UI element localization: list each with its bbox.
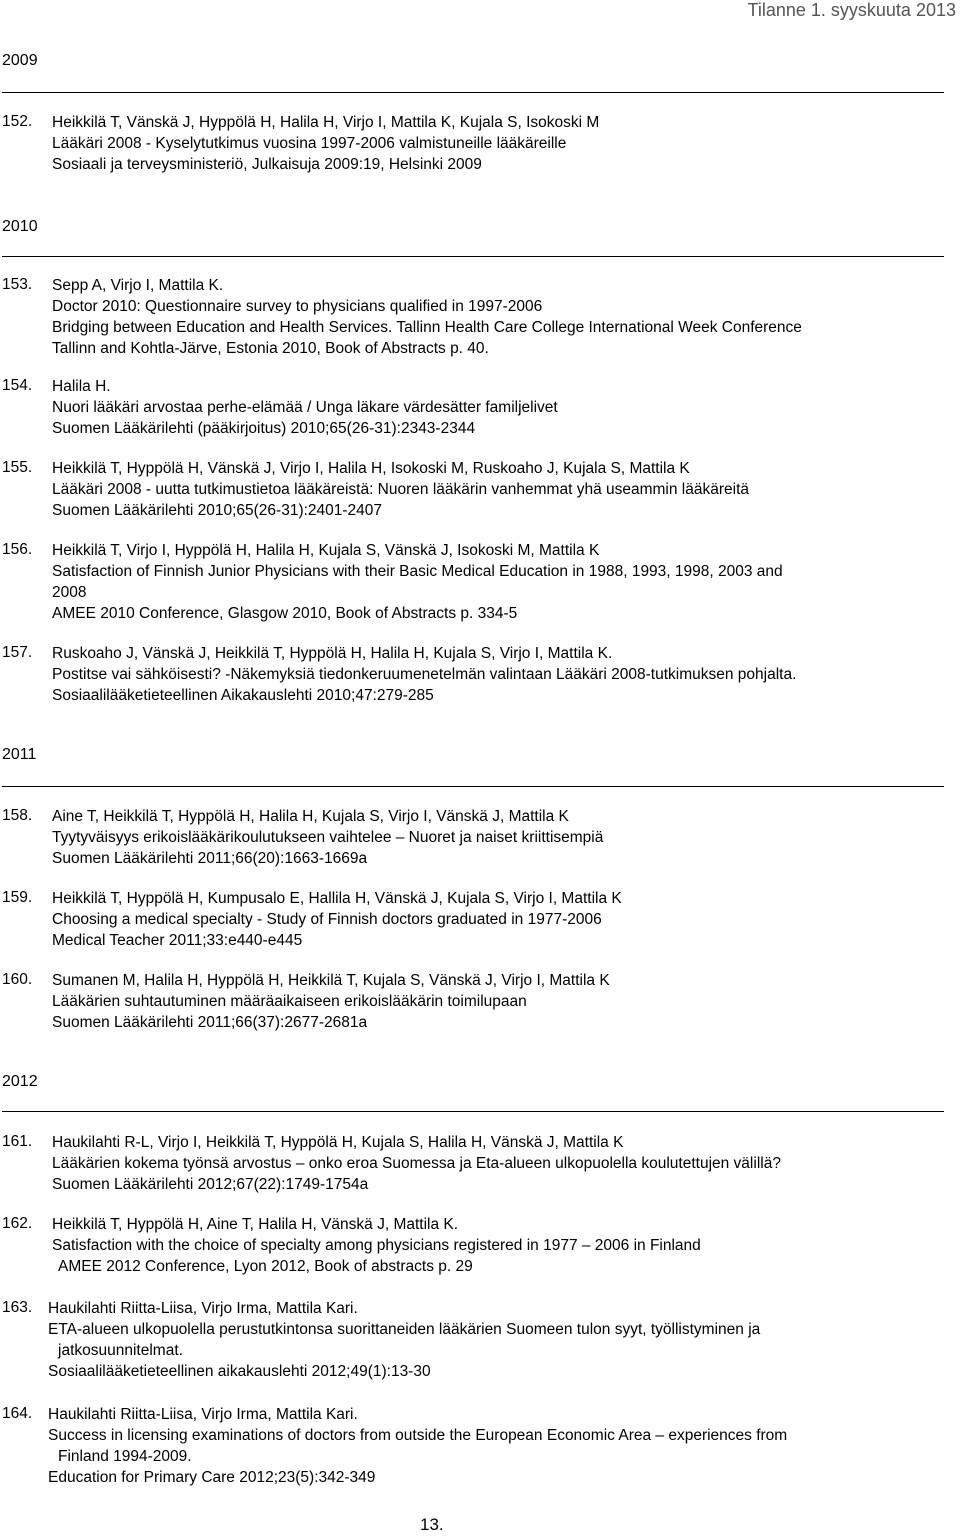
entry-line: Choosing a medical specialty - Study of Finnish doctors graduated in 1977-2006 (52, 911, 602, 928)
entry-line: Heikkilä T, Vänskä J, Hyppölä H, Halila H, Virjo I, Mattila K, Kujala S, Isokoski M (52, 114, 600, 131)
entry-line: Sepp A, Virjo I, Mattila K. (52, 277, 224, 294)
entry-number: 154. (2, 377, 33, 394)
entry-line: Education for Primary Care 2012;23(5):342-349 (48, 1469, 376, 1486)
year-heading-2012: 2012 (2, 1073, 38, 1090)
entry-number: 161. (2, 1133, 33, 1150)
entry-line: Suomen Lääkärilehti 2012;67(22):1749-1754a (52, 1176, 369, 1193)
entry-line: Suomen Lääkärilehti (pääkirjoitus) 2010;65(26-31):2343-2344 (52, 420, 476, 437)
entry-line: Medical Teacher 2011;33:e440-e445 (52, 932, 303, 949)
entry-number: 162. (2, 1215, 33, 1232)
entry-line: Doctor 2010: Questionnaire survey to physicians qualified in 1997-2006 (52, 298, 543, 315)
entry-line: Suomen Lääkärilehti 2011;66(37):2677-2681a (52, 1014, 368, 1031)
entry-line: Ruskoaho J, Vänskä J, Heikkilä T, Hyppölä H, Halila H, Kujala S, Virjo I, Mattila K. (52, 645, 613, 662)
section-rule (2, 786, 944, 787)
entry-number: 164. (2, 1405, 33, 1422)
entry-number: 157. (2, 644, 33, 661)
entry-line: Sumanen M, Halila H, Hyppölä H, Heikkilä T, Kujala S, Vänskä J, Virjo I, Mattila K (52, 972, 610, 989)
entry-line: AMEE 2010 Conference, Glasgow 2010, Book of Abstracts p. 334-5 (52, 605, 518, 622)
entry-line: Heikkilä T, Virjo I, Hyppölä H, Halila H, Kujala S, Vänskä J, Isokoski M, Mattila K (52, 542, 600, 559)
entry-line: Finland 1994-2009. (58, 1448, 192, 1465)
entry-line: ETA-alueen ulkopuolella perustutkintonsa suorittaneiden lääkärien Suomeen tulon syyt, työllistyminen ja (48, 1321, 761, 1338)
entry-line: Haukilahti Riitta-Liisa, Virjo Irma, Mattila Kari. (48, 1300, 358, 1317)
entry-line: Lääkäri 2008 - uutta tutkimustietoa lääkäreistä: Nuoren lääkärin vanhemmat yhä useammin lääkäreitä (52, 481, 750, 498)
entry-line: AMEE 2012 Conference, Lyon 2012, Book of abstracts p. 29 (58, 1258, 473, 1275)
section-rule (2, 256, 944, 257)
year-heading-2010: 2010 (2, 218, 38, 235)
entry-line: Haukilahti Riitta-Liisa, Virjo Irma, Mattila Kari. (48, 1406, 358, 1423)
entry-line: Suomen Lääkärilehti 2010;65(26-31):2401-2407 (52, 502, 383, 519)
entry-number: 156. (2, 541, 33, 558)
entry-number: 155. (2, 459, 33, 476)
entry-line: Tyytyväisyys erikoislääkärikoulutukseen vaihtelee – Nuoret ja naiset kriittisempiä (52, 829, 604, 846)
entry-number: 159. (2, 889, 33, 906)
section-rule (2, 92, 944, 93)
entry-line: Heikkilä T, Hyppölä H, Aine T, Halila H, Vänskä J, Mattila K. (52, 1216, 459, 1233)
entry-line: Satisfaction with the choice of specialty among physicians registered in 1977 – 2006 in Finland (52, 1237, 701, 1254)
entry-line: Lääkärien kokema työnsä arvostus – onko eroa Suomessa ja Eta-alueen ulkopuolella koulutettujen välillä? (52, 1155, 781, 1172)
entry-number: 158. (2, 807, 33, 824)
entry-line: Success in licensing examinations of doctors from outside the European Economic Area – experiences from (48, 1427, 788, 1444)
document-status-header: Tilanne 1. syyskuuta 2013 (747, 0, 956, 20)
entry-line: jatkosuunnitelmat. (58, 1342, 183, 1359)
entry-line: Heikkilä T, Hyppölä H, Vänskä J, Virjo I, Halila H, Isokoski M, Ruskoaho J, Kujala S, Mattila K (52, 460, 690, 477)
entry-line: Nuori lääkäri arvostaa perhe-elämää / Unga läkare värdesätter familjelivet (52, 399, 558, 416)
entry-line: Postitse vai sähköisesti? -Näkemyksiä tiedonkeruumenetelmän valintaan Lääkäri 2008-tutkimuksen pohjalta. (52, 666, 797, 683)
entry-line: Suomen Lääkärilehti 2011;66(20):1663-1669a (52, 850, 368, 867)
entry-line: Lääkäri 2008 - Kyselytutkimus vuosina 1997-2006 valmistuneille lääkäreille (52, 135, 567, 152)
entry-line: Halila H. (52, 378, 111, 395)
page-number: 13. (420, 1515, 444, 1534)
year-heading-2009: 2009 (2, 52, 38, 69)
entry-line: Sosiaali ja terveysministeriö, Julkaisuja 2009:19, Helsinki 2009 (52, 156, 482, 173)
entry-line: Heikkilä T, Hyppölä H, Kumpusalo E, Hallila H, Vänskä J, Kujala S, Virjo I, Mattila K (52, 890, 622, 907)
entry-line: Bridging between Education and Health Services. Tallinn Health Care College International Week Conference (52, 319, 802, 336)
entry-number: 152. (2, 113, 33, 130)
entry-number: 163. (2, 1299, 33, 1316)
entry-line: 2008 (52, 584, 87, 601)
entry-number: 160. (2, 971, 33, 988)
year-heading-2011: 2011 (2, 746, 37, 763)
entry-line: Aine T, Heikkilä T, Hyppölä H, Halila H, Kujala S, Virjo I, Vänskä J, Mattila K (52, 808, 569, 825)
entry-line: Tallinn and Kohtla-Järve, Estonia 2010, Book of Abstracts p. 40. (52, 340, 489, 357)
entry-line: Haukilahti R-L, Virjo I, Heikkilä T, Hyppölä H, Kujala S, Halila H, Vänskä J, Mattila K (52, 1134, 624, 1151)
section-rule (2, 1111, 944, 1112)
entry-number: 153. (2, 276, 33, 293)
entry-line: Satisfaction of Finnish Junior Physicians with their Basic Medical Education in 1988, 1993, 1998, 2003 and (52, 563, 783, 580)
entry-line: Sosiaalilääketieteellinen aikakauslehti 2012;49(1):13-30 (48, 1363, 431, 1380)
entry-line: Sosiaalilääketieteellinen Aikakauslehti 2010;47:279-285 (52, 687, 434, 704)
entry-line: Lääkärien suhtautuminen määräaikaiseen erikoislääkärin toimilupaan (52, 993, 527, 1010)
